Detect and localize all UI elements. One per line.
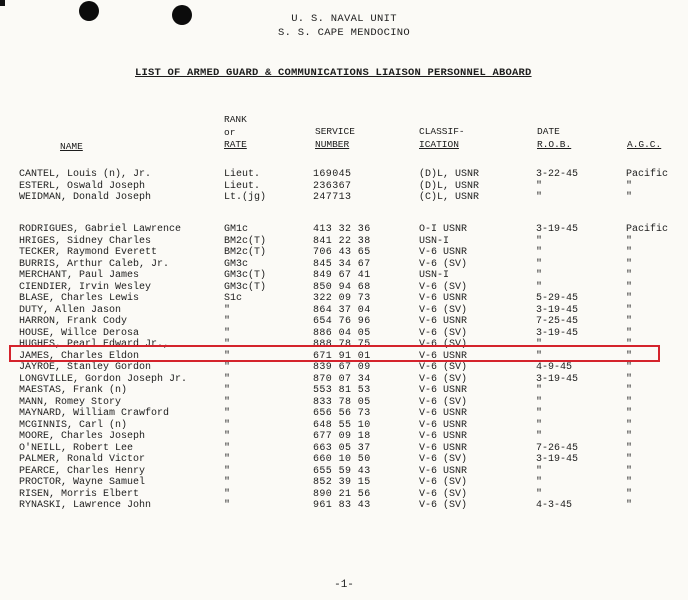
column-header-rank bbox=[224, 114, 247, 152]
name-cell: JAYROE, Stanley Gordon bbox=[19, 362, 152, 373]
service-number-cell: 706 43 65 bbox=[313, 247, 371, 258]
column-header-classification bbox=[419, 126, 465, 151]
service-number-cell: 833 78 05 bbox=[313, 396, 371, 408]
name-cell: BLASE, Charles Lewis bbox=[19, 293, 140, 304]
name-cell: O'NEILL, Robert Lee bbox=[19, 442, 134, 454]
column-header-date-line2: R.O.B. bbox=[537, 138, 572, 150]
service-number-cell: 654 76 96 bbox=[313, 316, 371, 327]
rank-cell: " bbox=[224, 500, 231, 511]
table-row bbox=[0, 454, 688, 466]
service-number-cell: 656 56 73 bbox=[313, 408, 371, 419]
rank-cell: " bbox=[224, 488, 231, 500]
name-cell: CIENDIER, Irvin Wesley bbox=[19, 281, 152, 293]
rank-cell: " bbox=[224, 304, 231, 316]
date-rob-cell: 3-19-45 bbox=[536, 373, 579, 385]
name-cell: BURRIS, Arthur Caleb, Jr. bbox=[19, 258, 170, 270]
service-number-cell: 663 05 37 bbox=[313, 442, 371, 454]
date-rob-cell: " bbox=[536, 180, 543, 192]
date-rob-cell: 7-25-45 bbox=[536, 316, 579, 327]
service-number-cell: 322 09 73 bbox=[313, 293, 371, 304]
date-rob-cell: " bbox=[536, 235, 543, 247]
rank-cell: GM1c bbox=[224, 224, 249, 235]
agc-cell: " bbox=[626, 500, 633, 511]
classification-cell: V-6 USNR bbox=[419, 419, 468, 431]
classification-cell: (C)L, USNR bbox=[419, 192, 480, 203]
name-cell: CANTEL, Louis (n), Jr. bbox=[19, 169, 152, 180]
table-row bbox=[0, 259, 688, 271]
date-rob-cell: 3-22-45 bbox=[536, 169, 579, 180]
table-row bbox=[0, 282, 688, 294]
date-rob-cell: " bbox=[536, 192, 543, 203]
classification-cell: V-6 USNR bbox=[419, 442, 468, 454]
rank-cell: " bbox=[224, 385, 231, 396]
column-header-name bbox=[60, 141, 83, 154]
date-rob-cell: " bbox=[536, 350, 543, 362]
service-number-cell: 247713 bbox=[313, 192, 352, 203]
rank-cell: " bbox=[224, 350, 231, 362]
table-row bbox=[0, 443, 688, 455]
agc-cell: " bbox=[626, 408, 633, 419]
agc-cell: " bbox=[626, 362, 633, 373]
agc-cell: " bbox=[626, 419, 633, 431]
table-row bbox=[0, 236, 688, 248]
column-header-rank-line1: RANK bbox=[224, 114, 247, 125]
classification-cell: V-6 (SV) bbox=[419, 477, 468, 488]
table-row bbox=[0, 270, 688, 282]
service-number-cell: 655 59 43 bbox=[313, 465, 371, 477]
agc-cell: Pacific bbox=[626, 169, 669, 180]
classification-cell: V-6 (SV) bbox=[419, 396, 468, 408]
date-rob-cell: " bbox=[536, 408, 543, 419]
service-number-cell: 886 04 05 bbox=[313, 327, 371, 339]
classification-cell: V-6 USNR bbox=[419, 293, 468, 304]
rank-cell: Lieut. bbox=[224, 169, 261, 180]
rank-cell: GM3c(T) bbox=[224, 281, 267, 293]
date-rob-cell: " bbox=[536, 431, 543, 442]
rank-cell: " bbox=[224, 442, 231, 454]
table-row bbox=[0, 385, 688, 397]
rank-cell: " bbox=[224, 373, 231, 385]
name-cell: LONGVILLE, Gordon Joseph Jr. bbox=[19, 373, 188, 385]
date-rob-cell: " bbox=[536, 419, 543, 431]
table-row bbox=[0, 328, 688, 340]
name-cell: RISEN, Morris Elbert bbox=[19, 488, 140, 500]
service-number-cell: 870 07 34 bbox=[313, 373, 371, 385]
table-row bbox=[0, 362, 688, 374]
classification-cell: V-6 (SV) bbox=[419, 373, 468, 385]
classification-cell: V-6 USNR bbox=[419, 408, 468, 419]
classification-cell: V-6 USNR bbox=[419, 247, 468, 258]
service-number-cell: 553 81 53 bbox=[313, 385, 371, 396]
agc-cell: " bbox=[626, 350, 633, 362]
name-cell: MOORE, Charles Joseph bbox=[19, 431, 146, 442]
classification-cell: V-6 USNR bbox=[419, 431, 468, 442]
service-number-cell: 677 09 18 bbox=[313, 431, 371, 442]
rank-cell: Lieut. bbox=[224, 180, 261, 192]
classification-cell: O-I USNR bbox=[419, 224, 468, 235]
name-cell: RYNASKI, Lawrence John bbox=[19, 500, 152, 511]
column-header-name-text: NAME bbox=[60, 141, 83, 152]
agc-cell: " bbox=[626, 373, 633, 385]
agc-cell: " bbox=[626, 431, 633, 442]
classification-cell: V-6 (SV) bbox=[419, 488, 468, 500]
table-row bbox=[0, 247, 688, 259]
classification-cell: V-6 (SV) bbox=[419, 327, 468, 339]
rank-cell: " bbox=[224, 327, 231, 339]
date-rob-cell: 4-9-45 bbox=[536, 362, 573, 373]
highlighted-row-box bbox=[9, 345, 660, 362]
classification-cell: V-6 USNR bbox=[419, 316, 468, 327]
name-cell: MAYNARD, William Crawford bbox=[19, 408, 170, 419]
classification-cell: V-6 USNR bbox=[419, 385, 468, 396]
column-header-service-line2: NUMBER bbox=[315, 138, 350, 150]
table-row bbox=[0, 500, 688, 512]
rank-cell: " bbox=[224, 419, 231, 431]
agc-cell: " bbox=[626, 339, 633, 350]
column-header-rank-line2: or bbox=[224, 126, 236, 138]
agc-cell: Pacific bbox=[626, 224, 669, 235]
agc-cell: " bbox=[626, 258, 633, 270]
column-header-classification-line2: ICATION bbox=[419, 138, 459, 150]
service-number-cell: 671 91 01 bbox=[313, 350, 371, 362]
rank-cell: " bbox=[224, 431, 231, 442]
classification-cell: V-6 USNR bbox=[419, 350, 468, 362]
name-cell: MANN, Romey Story bbox=[19, 396, 122, 408]
table-row bbox=[0, 466, 688, 478]
table-row bbox=[0, 305, 688, 317]
rank-cell: " bbox=[224, 396, 231, 408]
rank-cell: " bbox=[224, 408, 231, 419]
unit-heading: U. S. NAVAL UNIT bbox=[291, 13, 397, 25]
rank-cell: BM2c(T) bbox=[224, 247, 267, 258]
agc-cell: " bbox=[626, 488, 633, 500]
table-row bbox=[0, 477, 688, 489]
date-rob-cell: 3-19-45 bbox=[536, 304, 579, 316]
service-number-cell: 961 83 43 bbox=[313, 500, 371, 511]
name-cell: HRIGES, Sidney Charles bbox=[19, 235, 152, 247]
classification-cell: V-6 (SV) bbox=[419, 304, 468, 316]
agc-cell: " bbox=[626, 293, 633, 304]
name-cell: PALMER, Ronald Victor bbox=[19, 454, 146, 465]
classification-cell: V-6 (SV) bbox=[419, 281, 468, 293]
rank-cell: GM3c bbox=[224, 258, 249, 270]
service-number-cell: 169045 bbox=[313, 169, 352, 180]
date-rob-cell: " bbox=[536, 385, 543, 396]
name-cell: DUTY, Allen Jason bbox=[19, 304, 122, 316]
date-rob-cell: " bbox=[536, 465, 543, 477]
service-number-cell: 852 39 15 bbox=[313, 477, 371, 488]
name-cell: HARRON, Frank Cody bbox=[19, 316, 128, 327]
agc-cell: " bbox=[626, 192, 633, 203]
column-header-rank-line3: RATE bbox=[224, 139, 247, 150]
classification-cell: V-6 (SV) bbox=[419, 339, 468, 350]
service-number-cell: 890 21 56 bbox=[313, 488, 371, 500]
agc-cell: " bbox=[626, 180, 633, 192]
service-number-cell: 413 32 36 bbox=[313, 224, 371, 235]
agc-cell: " bbox=[626, 454, 633, 465]
agc-cell: " bbox=[626, 477, 633, 488]
name-cell: RODRIGUES, Gabriel Lawrence bbox=[19, 224, 182, 235]
table-row bbox=[0, 169, 688, 181]
column-header-service bbox=[315, 126, 355, 151]
classification-cell: V-6 (SV) bbox=[419, 258, 468, 270]
name-cell: JAMES, Charles Eldon bbox=[19, 350, 140, 362]
rank-cell: " bbox=[224, 339, 231, 350]
table-row bbox=[0, 224, 688, 236]
scan-corner-mark bbox=[0, 0, 5, 6]
service-number-cell: 236367 bbox=[313, 180, 352, 192]
table-row bbox=[0, 192, 688, 204]
date-rob-cell: " bbox=[536, 270, 543, 281]
rank-cell: S1c bbox=[224, 293, 243, 304]
table-row bbox=[0, 397, 688, 409]
column-header-date bbox=[537, 126, 571, 151]
table-row bbox=[0, 408, 688, 420]
name-cell: MERCHANT, Paul James bbox=[19, 270, 140, 281]
agc-cell: " bbox=[626, 385, 633, 396]
list-title: LIST OF ARMED GUARD & COMMUNICATIONS LIAISON PERSONNEL ABOARD bbox=[135, 67, 532, 79]
service-number-cell: 845 34 67 bbox=[313, 258, 371, 270]
service-number-cell: 660 10 50 bbox=[313, 454, 371, 465]
name-cell: HUGHES, Pearl Edward Jr., bbox=[19, 339, 170, 350]
agc-cell: " bbox=[626, 247, 633, 258]
rank-cell: " bbox=[224, 477, 231, 488]
name-cell: MAESTAS, Frank (n) bbox=[19, 385, 128, 396]
page-number: -1- bbox=[334, 579, 354, 591]
date-rob-cell: " bbox=[536, 339, 543, 350]
table-row bbox=[0, 374, 688, 386]
ship-heading: S. S. CAPE MENDOCINO bbox=[277, 27, 411, 39]
column-header-date-line1: DATE bbox=[537, 126, 560, 137]
name-cell: HOUSE, Willce Derosa bbox=[19, 327, 140, 339]
date-rob-cell: 3-19-45 bbox=[536, 224, 579, 235]
date-rob-cell: 5-29-45 bbox=[536, 293, 579, 304]
date-rob-cell: " bbox=[536, 281, 543, 293]
agc-cell: " bbox=[626, 304, 633, 316]
classification-cell: USN-I bbox=[419, 235, 450, 247]
classification-cell: V-6 (SV) bbox=[419, 500, 468, 511]
date-rob-cell: 3-19-45 bbox=[536, 327, 579, 339]
service-number-cell: 839 67 09 bbox=[313, 362, 371, 373]
column-header-agc bbox=[627, 139, 661, 152]
classification-cell: V-6 (SV) bbox=[419, 454, 468, 465]
rank-cell: " bbox=[224, 465, 231, 477]
date-rob-cell: " bbox=[536, 258, 543, 270]
classification-cell: USN-I bbox=[419, 270, 450, 281]
agc-cell: " bbox=[626, 281, 633, 293]
name-cell: ESTERL, Oswald Joseph bbox=[19, 180, 146, 192]
table-row bbox=[0, 181, 688, 193]
table-row bbox=[0, 431, 688, 443]
table-row bbox=[0, 316, 688, 328]
rank-cell: GM3c(T) bbox=[224, 270, 267, 281]
rank-cell: " bbox=[224, 362, 231, 373]
service-number-cell: 850 94 68 bbox=[313, 281, 371, 293]
service-number-cell: 849 67 41 bbox=[313, 270, 371, 281]
date-rob-cell: " bbox=[536, 396, 543, 408]
rank-cell: Lt.(jg) bbox=[224, 192, 267, 203]
date-rob-cell: 7-26-45 bbox=[536, 442, 579, 454]
rank-cell: " bbox=[224, 316, 231, 327]
agc-cell: " bbox=[626, 316, 633, 327]
service-number-cell: 864 37 04 bbox=[313, 304, 371, 316]
name-cell: PROCTOR, Wayne Samuel bbox=[19, 477, 146, 488]
classification-cell: (D)L, USNR bbox=[419, 180, 480, 192]
service-number-cell: 888 78 75 bbox=[313, 339, 371, 350]
classification-cell: V-6 USNR bbox=[419, 465, 468, 477]
name-cell: MCGINNIS, Carl (n) bbox=[19, 419, 128, 431]
agc-cell: " bbox=[626, 396, 633, 408]
agc-cell: " bbox=[626, 442, 633, 454]
table-row bbox=[0, 420, 688, 432]
date-rob-cell: " bbox=[536, 247, 543, 258]
date-rob-cell: " bbox=[536, 488, 543, 500]
name-cell: PEARCE, Charles Henry bbox=[19, 465, 146, 477]
column-header-classification-line1: CLASSIF- bbox=[419, 126, 465, 137]
classification-cell: (D)L, USNR bbox=[419, 169, 480, 180]
date-rob-cell: 3-19-45 bbox=[536, 454, 579, 465]
column-header-service-line1: SERVICE bbox=[315, 126, 355, 137]
agc-cell: " bbox=[626, 327, 633, 339]
rank-cell: BM2c(T) bbox=[224, 235, 267, 247]
name-cell: TECKER, Raymond Everett bbox=[19, 247, 158, 258]
agc-cell: " bbox=[626, 270, 633, 281]
service-number-cell: 841 22 38 bbox=[313, 235, 371, 247]
classification-cell: V-6 (SV) bbox=[419, 362, 468, 373]
date-rob-cell: " bbox=[536, 477, 543, 488]
column-header-agc-text: A.G.C. bbox=[627, 139, 662, 150]
date-rob-cell: 4-3-45 bbox=[536, 500, 573, 511]
service-number-cell: 648 55 10 bbox=[313, 419, 371, 431]
agc-cell: " bbox=[626, 465, 633, 477]
name-cell: WEIDMAN, Donald Joseph bbox=[19, 192, 152, 203]
rank-cell: " bbox=[224, 454, 231, 465]
table-row bbox=[0, 489, 688, 501]
table-row bbox=[0, 293, 688, 305]
agc-cell: " bbox=[626, 235, 633, 247]
